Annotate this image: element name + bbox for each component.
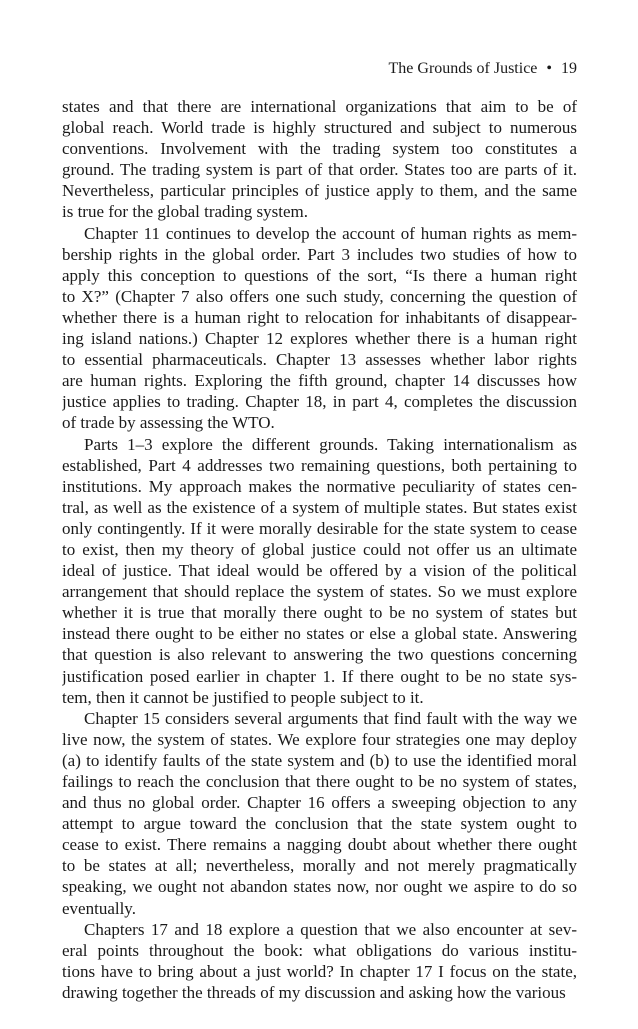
text-line: bership rights in the global order. Part 3 includes two studies of how to	[62, 244, 577, 264]
text-line: to essential pharmaceuticals. Chapter 13 assesses whether labor rights	[62, 350, 577, 370]
text-line: Chapters 17 and 18 explore a question that we also encounter at sev-	[84, 919, 577, 939]
text-line: institutions. My approach makes the normative peculiarity of states cen-	[62, 476, 577, 496]
text-line: Nevertheless, particular principles of justice apply to them, and the same	[62, 181, 577, 201]
running-header	[62, 59, 577, 79]
text-line: tem, then it cannot be justified to people subject to it.	[62, 687, 424, 707]
text-line: whether there is a human right to relocation for inhabitants of disappear-	[62, 307, 577, 327]
text-line: and thus no global order. Chapter 16 offers a sweeping objection to any	[62, 793, 577, 813]
paragraph	[62, 223, 577, 434]
text-line: speaking, we ought not abandon states now, nor ought we aspire to do so	[62, 877, 577, 897]
text-line: ground. The trading system is part of that order. States too are parts of it.	[62, 160, 577, 180]
text-line: failings to reach the conclusion that there ought to be no system of states,	[62, 772, 577, 791]
text-line: to X?” (Chapter 7 also offers one such study, concerning the question of	[62, 286, 577, 306]
text-line: conventions. Involvement with the trading system too constitutes a	[62, 139, 577, 159]
text-line: to exist, then my theory of global justice could not offer us an ultimate	[62, 539, 577, 559]
text-line: tral, as well as the existence of a system of multiple states. But states exist	[62, 497, 577, 517]
text-line: Chapter 11 continues to develop the account of human rights as mem-	[84, 223, 577, 243]
text-line: instead there ought to be either no states or else a global state. Answering	[62, 624, 577, 644]
text-line: ideal of justice. That ideal would be offered by a vision of the political	[62, 561, 577, 581]
text-line: is true for the global trading system.	[62, 202, 308, 222]
text-line: of trade by assessing the WTO.	[62, 413, 275, 433]
text-line: whether it is true that morally there ought to be no system of states but	[62, 603, 577, 623]
text-line: states and that there are international organizations that aim to be of	[62, 97, 577, 116]
paragraph	[62, 434, 577, 708]
text-line: arrangement that should replace the system of states. So we must explore	[62, 582, 577, 602]
text-line: (a) to identify faults of the state system and (b) to use the identified moral	[62, 750, 577, 770]
text-line: apply this conception to questions of the sort, “Is there a human right	[62, 265, 577, 285]
text-line: justice applies to trading. Chapter 18, in part 4, completes the discussion	[62, 392, 577, 412]
page-number: 19	[561, 60, 577, 77]
paragraph	[62, 96, 577, 223]
text-line: eral points throughout the book: what obligations do various institu-	[62, 940, 577, 960]
text-line: established, Part 4 addresses two remaining questions, both pertaining to	[62, 455, 577, 475]
header-separator: •	[546, 60, 552, 77]
text-line: ing island nations.) Chapter 12 explores whether there is a human right	[62, 329, 577, 349]
text-line: are human rights. Exploring the fifth ground, chapter 14 discusses how	[62, 371, 577, 391]
paragraph	[62, 919, 577, 1003]
text-line: Chapter 15 considers several arguments that find fault with the way we	[84, 708, 577, 728]
text-line: tions have to bring about a just world? In chapter 17 I focus on the state,	[62, 961, 577, 981]
text-line: cease to exist. There remains a nagging doubt about whether there ought	[62, 835, 577, 855]
text-line: eventually.	[62, 898, 136, 918]
text-line: live now, the system of states. We explore four strategies one may deploy	[62, 729, 577, 749]
text-line: drawing together the threads of my discussion and asking how the various	[62, 982, 566, 1002]
text-line: to be states at all; nevertheless, morally and not merely pragmatically	[62, 856, 577, 876]
text-line: justification posed earlier in chapter 1. If there ought to be no state sys-	[62, 666, 577, 686]
page-body	[62, 96, 577, 1003]
text-line: global reach. World trade is highly structured and subject to numerous	[62, 118, 577, 138]
text-line: only contingently. If it were morally desirable for the state system to cease	[62, 518, 577, 538]
paragraph	[62, 708, 577, 919]
running-title: The Grounds of Justice	[388, 60, 538, 77]
text-line: Parts 1–3 explore the different grounds. Taking internationalism as	[84, 434, 577, 454]
text-line: that question is also relevant to answering the two questions concerning	[62, 645, 577, 665]
text-line: attempt to argue toward the conclusion that the state system ought to	[62, 814, 577, 834]
